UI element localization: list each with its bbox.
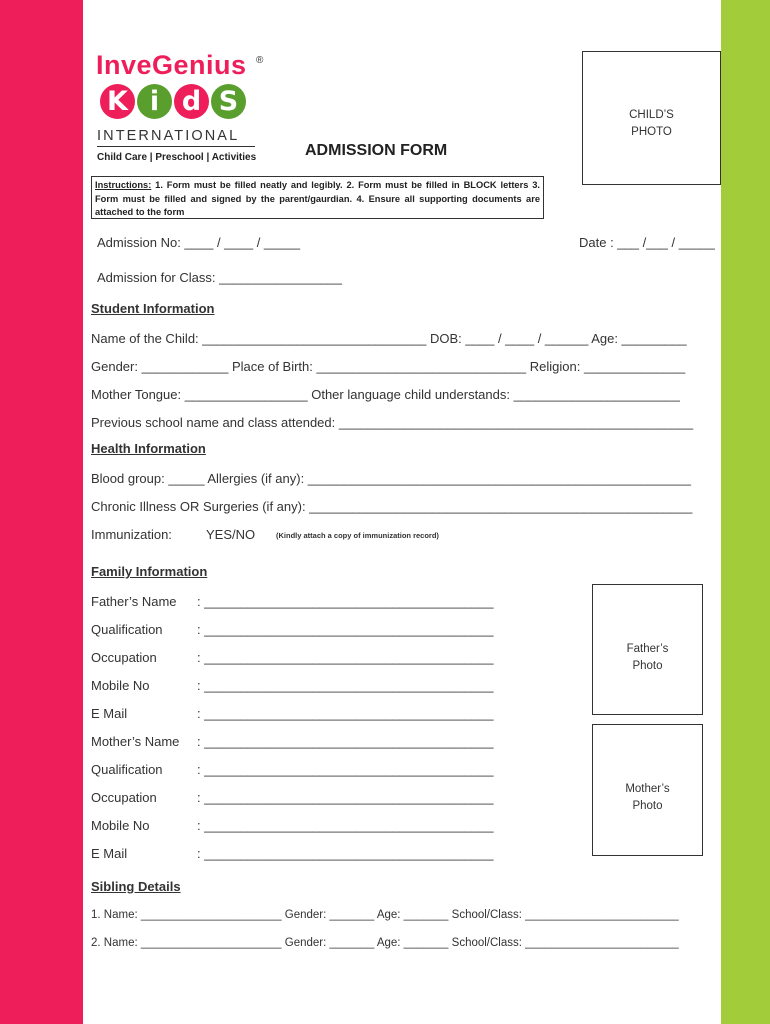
child-photo-box[interactable] <box>582 51 721 185</box>
logo-kids-letter: K <box>100 84 135 119</box>
student-info-heading: Student Information <box>91 301 215 316</box>
logo-divider <box>97 146 255 147</box>
child-photo-label-1: CHILD’S <box>629 109 674 121</box>
registered-mark: ® <box>256 55 264 66</box>
sibling-details-heading: Sibling Details <box>91 879 181 894</box>
immunization-label: Immunization: <box>91 527 172 542</box>
left-color-bar <box>0 0 83 1024</box>
student-row-name-dob-age[interactable]: Name of the Child: _______________________________ DOB: ____ / ____ / ______ Age: _________ <box>91 331 687 346</box>
logo-name-part1: Inve <box>96 50 153 80</box>
logo-name-part2: Genius <box>152 50 247 80</box>
immunization-note: (Kindly attach a copy of immunization record) <box>276 531 439 540</box>
mother-photo-label-1: Mother’s <box>625 783 670 795</box>
logo-kids-letter: S <box>211 84 246 119</box>
instructions-text: 1. Form must be filled neatly and legibly. 2. Form must be filled in BLOCK letters 3. Form must be filled and signed by the parent/gaurdian. 4. Ensure all supporting documents are attached to the form <box>95 180 540 217</box>
student-row-previous-school[interactable]: Previous school name and class attended: _________________________________________________ <box>91 415 694 430</box>
father-field-input[interactable]: : ________________________________________ <box>197 706 494 721</box>
mother-field-input[interactable]: : ________________________________________ <box>197 762 494 777</box>
father-field-label: Occupation <box>91 650 157 665</box>
right-color-bar <box>721 0 770 1024</box>
student-row-language[interactable]: Mother Tongue: _________________ Other language child understands: _______________________ <box>91 387 680 402</box>
father-photo-label-1: Father’s <box>626 643 669 655</box>
health-info-heading: Health Information <box>91 441 206 456</box>
family-info-heading: Family Information <box>91 564 208 579</box>
father-photo-box[interactable] <box>592 584 703 715</box>
father-field-input[interactable]: : ________________________________________ <box>197 678 494 693</box>
mother-photo-label-2: Photo <box>632 800 663 812</box>
health-row-blood-allergies[interactable]: Blood group: _____ Allergies (if any): _____________________________________________________ <box>91 471 691 486</box>
logo-wordmark <box>96 50 247 81</box>
father-photo-label-2: Photo <box>632 660 663 672</box>
logo-kids-letter: i <box>137 84 172 119</box>
logo-tagline: Child Care | Preschool | Activities <box>97 152 257 163</box>
mother-photo-box[interactable] <box>592 724 703 856</box>
instructions-box <box>91 176 544 219</box>
date-field[interactable]: Date : ___ /___ / _____ <box>579 235 715 250</box>
father-field-label: Qualification <box>91 622 163 637</box>
immunization-yes-no[interactable]: YES/NO <box>206 527 256 542</box>
mother-field-input[interactable]: : ________________________________________ <box>197 818 494 833</box>
mother-field-label: Mother’s Name <box>91 734 180 749</box>
father-field-label: Father’s Name <box>91 594 177 609</box>
father-field-input[interactable]: : ________________________________________ <box>197 622 494 637</box>
mother-field-label: Qualification <box>91 762 163 777</box>
father-field-input[interactable]: : ________________________________________ <box>197 650 494 665</box>
admission-no-field[interactable]: Admission No: ____ / ____ / _____ <box>97 235 301 250</box>
student-row-gender-birth-religion[interactable]: Gender: ____________ Place of Birth: _____________________________ Religion: ______________ <box>91 359 686 374</box>
sibling-row-2[interactable]: 2. Name: ______________________ Gender: _______ Age: _______ School/Class: ________________________ <box>91 937 679 949</box>
logo-kids-letter: d <box>174 84 209 119</box>
logo-international: INTERNATIONAL <box>97 128 240 144</box>
sibling-row-1[interactable]: 1. Name: ______________________ Gender: _______ Age: _______ School/Class: ________________________ <box>91 909 679 921</box>
mother-field-input[interactable]: : ________________________________________ <box>197 790 494 805</box>
mother-field-label: Mobile No <box>91 818 150 833</box>
child-photo-label-2: PHOTO <box>631 126 672 138</box>
mother-field-input[interactable]: : ________________________________________ <box>197 734 494 749</box>
father-field-label: E Mail <box>91 706 128 721</box>
father-field-input[interactable]: : ________________________________________ <box>197 594 494 609</box>
mother-field-label: Occupation <box>91 790 157 805</box>
admission-class-field[interactable]: Admission for Class: _________________ <box>97 270 343 285</box>
logo-kids <box>100 84 248 126</box>
mother-field-label: E Mail <box>91 846 128 861</box>
form-title: ADMISSION FORM <box>305 142 448 159</box>
father-field-label: Mobile No <box>91 678 150 693</box>
instructions-label: Instructions: <box>95 180 152 190</box>
health-row-chronic-illness[interactable]: Chronic Illness OR Surgeries (if any): _____________________________________________________ <box>91 499 693 514</box>
mother-field-input[interactable]: : ________________________________________ <box>197 846 494 861</box>
